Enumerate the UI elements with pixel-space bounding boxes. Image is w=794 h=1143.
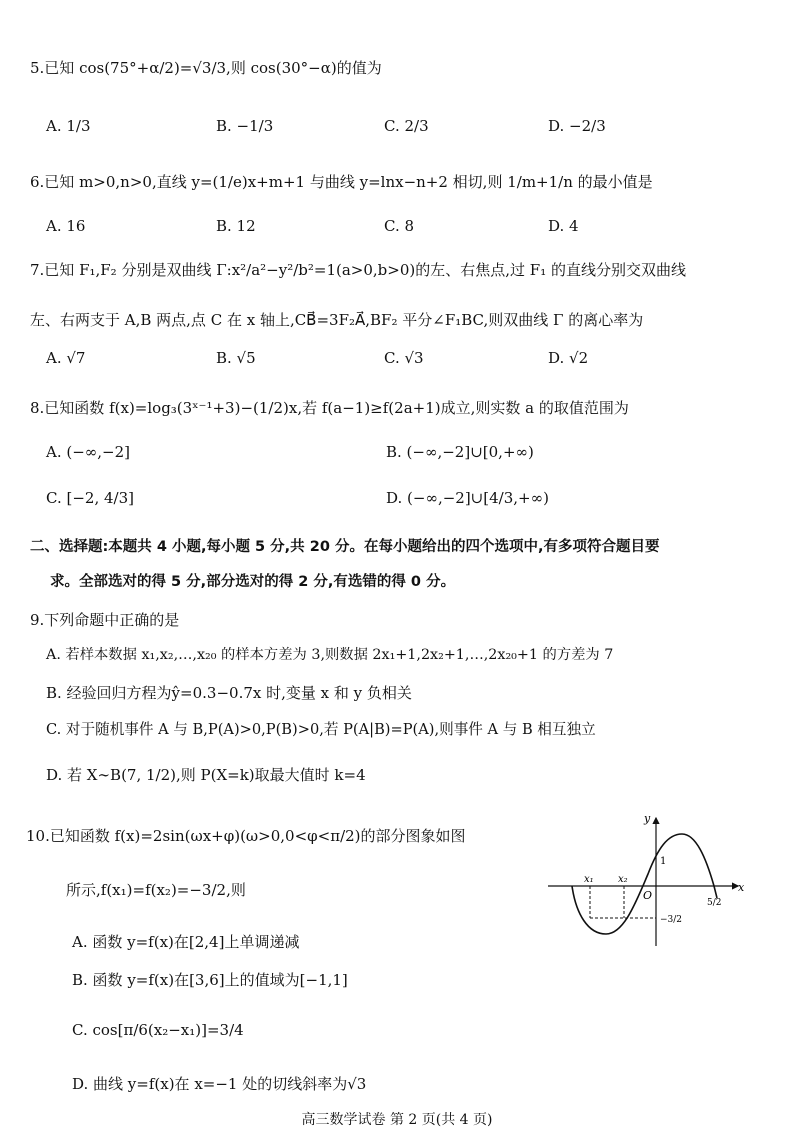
q7-option-a: A. √7: [46, 349, 86, 367]
q8-stem: 8.已知函数 f(x)=log₃(3ˣ⁻¹+3)−(1/2)x,若 f(a−1)≥f(2a+1)成立,则实数 a 的取值范围为: [30, 399, 629, 417]
q7-option-b: B. √5: [216, 349, 256, 367]
q10-sine-graph: [540, 810, 750, 950]
q9-option-d: D. 若 X∼B(7, 1/2),则 P(X=k)取最大值时 k=4: [46, 766, 366, 784]
q8-option-d: D. (−∞,−2]∪[4/3,+∞): [386, 489, 549, 507]
q6-option-d: D. 4: [548, 217, 579, 235]
page-footer: 高三数学试卷 第 2 页(共 4 页): [301, 1112, 493, 1128]
q9-stem: 9.下列命题中正确的是: [30, 611, 180, 629]
q8-option-a: A. (−∞,−2]: [46, 443, 131, 461]
q6-option-c: C. 8: [384, 217, 415, 235]
q5-stem: 5.已知 cos(75°+α/2)=√3/3,则 cos(30°−α)的值为: [30, 59, 382, 77]
q5-option-a: A. 1/3: [46, 117, 91, 135]
q10-option-b: B. 函数 y=f(x)在[3,6]上的值域为[−1,1]: [72, 971, 348, 989]
q9-option-c: C. 对于随机事件 A 与 B,P(A)>0,P(B)>0,若 P(A|B)=P(A),则事件 A 与 B 相互独立: [46, 721, 596, 738]
q8-option-b: B. (−∞,−2]∪[0,+∞): [386, 443, 534, 461]
origin-label: O: [643, 889, 653, 902]
level-label: −3/2: [660, 915, 683, 925]
q10-option-c: C. cos[π/6(x₂−x₁)]=3/4: [72, 1021, 244, 1039]
q10-option-a: A. 函数 y=f(x)在[2,4]上单调递减: [72, 933, 300, 951]
q7-option-c: C. √3: [384, 349, 424, 367]
q7-stem-line2: 左、右两支于 A,B 两点,点 C 在 x 轴上,CB⃗=3F₂A⃗,BF₂ 平分∠F₁BC,则双曲线 Γ 的离心率为: [30, 311, 644, 329]
y-axis-label: y: [644, 812, 651, 825]
q7-stem-line1: 7.已知 F₁,F₂ 分别是双曲线 Γ:x²/a²−y²/b²=1(a>0,b>0)的左、右焦点,过 F₁ 的直线分别交双曲线: [30, 261, 686, 279]
section2-heading-line2: 求。全部选对的得 5 分,部分选对的得 2 分,有选错的得 0 分。: [50, 574, 456, 590]
section2-heading-line1: 二、选择题:本题共 4 小题,每小题 5 分,共 20 分。在每小题给出的四个选项中,有多项符合题目要: [30, 539, 660, 555]
q10-option-d: D. 曲线 y=f(x)在 x=−1 处的切线斜率为√3: [72, 1075, 367, 1093]
q5-option-b: B. −1/3: [216, 117, 274, 135]
q9-option-b: B. 经验回归方程为ŷ=0.3−0.7x 时,变量 x 和 y 负相关: [46, 684, 412, 702]
sine-curve: [572, 834, 717, 934]
x-axis-label: x: [738, 881, 745, 894]
q9-option-a: A. 若样本数据 x₁,x₂,…,x₂₀ 的样本方差为 3,则数据 2x₁+1,2x₂+1,…,2x₂₀+1 的方差为 7: [46, 647, 614, 663]
q6-option-a: A. 16: [46, 217, 86, 235]
x1-label: x₁: [584, 874, 594, 885]
q7-option-d: D. √2: [548, 349, 589, 367]
q8-option-c: C. [−2, 4/3]: [46, 489, 134, 507]
zero-label: 5/2: [707, 898, 722, 908]
q10-stem-line1: 10.已知函数 f(x)=2sin(ωx+φ)(ω>0,0<φ<π/2)的部分图象如图: [26, 827, 466, 845]
q6-stem: 6.已知 m>0,n>0,直线 y=(1/e)x+m+1 与曲线 y=lnx−n+2 相切,则 1/m+1/n 的最小值是: [30, 173, 653, 191]
q5-option-d: D. −2/3: [548, 117, 606, 135]
y-intercept-label: 1: [660, 856, 667, 867]
x2-label: x₂: [618, 874, 628, 885]
q5-option-c: C. 2/3: [384, 117, 429, 135]
q10-stem-line2: 所示,f(x₁)=f(x₂)=−3/2,则: [66, 881, 246, 899]
q6-option-b: B. 12: [216, 217, 256, 235]
